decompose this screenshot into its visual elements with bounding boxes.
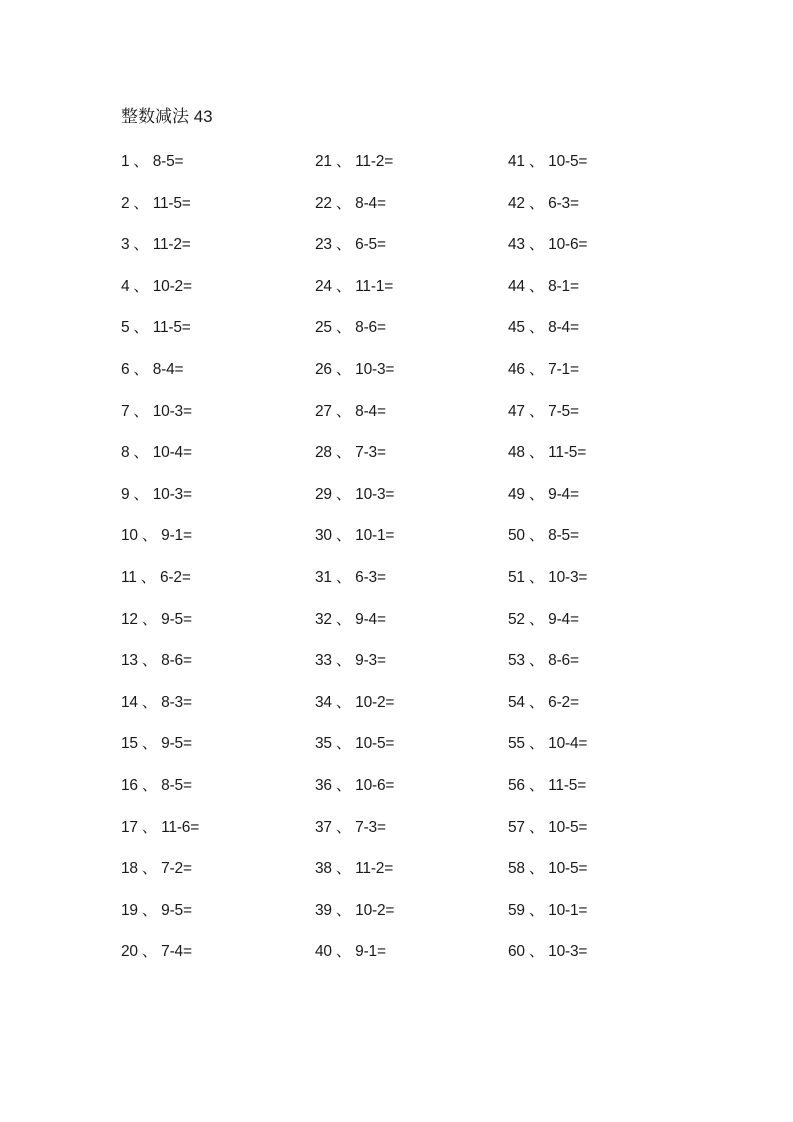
problem-number: 17 xyxy=(121,818,138,836)
problem-expression: 11-2= xyxy=(355,153,394,170)
problem-item xyxy=(315,651,386,671)
problem-item xyxy=(121,485,192,505)
problem-expression: 7-3= xyxy=(355,818,386,836)
problem-expression: 6-5= xyxy=(355,236,386,254)
problem-separator: 、 xyxy=(335,194,352,212)
problem-separator: 、 xyxy=(528,277,545,295)
problem-item xyxy=(315,443,386,463)
problem-expression: 11-5= xyxy=(548,777,587,794)
problem-expression: 8-4= xyxy=(152,361,184,378)
problem-expression: 6-2= xyxy=(548,693,579,711)
problem-separator: 、 xyxy=(335,901,352,919)
problem-separator: 、 xyxy=(141,901,158,919)
problem-item xyxy=(121,402,192,422)
problem-item xyxy=(508,568,587,588)
problem-item xyxy=(508,942,587,962)
problem-number: 55 xyxy=(508,735,525,753)
problem-item xyxy=(315,485,394,505)
problem-number: 56 xyxy=(508,777,525,794)
problem-item xyxy=(508,318,579,338)
problem-item xyxy=(315,402,386,422)
problem-separator: 、 xyxy=(335,236,352,254)
problem-item xyxy=(121,734,192,754)
problem-number: 52 xyxy=(508,610,525,628)
problem-expression: 8-5= xyxy=(152,153,184,170)
problem-separator: 、 xyxy=(335,818,352,836)
problem-separator: 、 xyxy=(133,194,149,212)
problem-number: 10 xyxy=(121,527,138,545)
problem-expression: 9-4= xyxy=(548,485,579,503)
problem-number: 14 xyxy=(121,693,138,711)
problem-separator: 、 xyxy=(335,485,352,503)
problem-separator: 、 xyxy=(528,527,545,545)
problem-item xyxy=(315,901,394,921)
problem-item xyxy=(508,610,579,630)
problem-item xyxy=(508,859,587,879)
problem-separator: 、 xyxy=(528,901,545,919)
problem-item xyxy=(315,152,393,172)
problem-separator: 、 xyxy=(528,652,545,670)
problem-item xyxy=(121,859,192,879)
problem-separator: 、 xyxy=(335,569,352,586)
problem-number: 2 xyxy=(121,194,130,212)
problem-separator: 、 xyxy=(133,485,149,503)
problem-expression: 9-5= xyxy=(161,901,192,919)
problem-number: 39 xyxy=(315,901,332,919)
problem-number: 12 xyxy=(121,610,138,628)
problem-expression: 10-3= xyxy=(152,485,192,503)
problem-number: 22 xyxy=(315,194,332,212)
problem-separator: 、 xyxy=(528,693,545,711)
problem-expression: 10-4= xyxy=(152,444,192,462)
problem-separator: 、 xyxy=(528,943,545,961)
problem-separator: 、 xyxy=(335,277,352,295)
problem-item xyxy=(508,693,579,713)
problem-expression: 9-5= xyxy=(161,735,192,753)
problem-separator: 、 xyxy=(528,485,545,503)
problem-expression: 10-1= xyxy=(548,901,588,919)
problem-item xyxy=(121,526,192,546)
problem-number: 8 xyxy=(121,444,130,462)
problem-separator: 、 xyxy=(141,527,158,545)
problem-separator: 、 xyxy=(335,652,352,670)
problem-number: 51 xyxy=(508,569,525,586)
problem-number: 49 xyxy=(508,485,525,503)
problem-number: 9 xyxy=(121,485,130,503)
problem-expression: 8-5= xyxy=(548,527,579,545)
problem-item xyxy=(315,194,386,214)
problem-expression: 10-3= xyxy=(548,943,588,961)
problem-separator: 、 xyxy=(141,735,158,753)
problem-number: 50 xyxy=(508,527,525,545)
problem-separator: 、 xyxy=(335,361,352,378)
problem-number: 30 xyxy=(315,527,332,545)
problem-item xyxy=(121,651,192,671)
problem-separator: 、 xyxy=(141,818,158,836)
problem-item xyxy=(121,152,183,172)
problem-expression: 10-4= xyxy=(548,735,588,753)
problem-item xyxy=(315,859,393,879)
problem-item xyxy=(508,818,587,838)
problem-number: 18 xyxy=(121,860,138,878)
problem-separator: 、 xyxy=(133,153,149,170)
problem-separator: 、 xyxy=(335,777,352,794)
problem-separator: 、 xyxy=(528,194,545,212)
problem-expression: 7-5= xyxy=(548,402,579,420)
problem-separator: 、 xyxy=(335,153,352,170)
problem-expression: 6-3= xyxy=(355,569,386,586)
page-title: 整数减法 43 xyxy=(121,107,213,126)
problem-number: 1 xyxy=(121,153,130,170)
problem-number: 16 xyxy=(121,777,138,794)
problem-expression: 11-5= xyxy=(548,444,587,462)
problem-expression: 11-5= xyxy=(152,194,191,212)
problem-expression: 10-3= xyxy=(152,402,192,420)
problem-item xyxy=(508,651,579,671)
problem-item xyxy=(121,901,192,921)
problem-number: 24 xyxy=(315,277,332,295)
problem-number: 7 xyxy=(121,402,130,420)
problem-item xyxy=(121,818,199,838)
problem-number: 19 xyxy=(121,901,138,919)
problem-expression: 10-3= xyxy=(548,569,588,586)
problem-item xyxy=(121,776,192,796)
problem-item xyxy=(508,194,579,214)
problem-item xyxy=(508,901,587,921)
problem-number: 34 xyxy=(315,693,332,711)
problem-expression: 11-1= xyxy=(355,277,394,295)
problem-expression: 9-4= xyxy=(548,610,579,628)
problem-number: 57 xyxy=(508,818,525,836)
problem-item xyxy=(121,318,191,338)
problem-number: 25 xyxy=(315,319,332,337)
problem-expression: 9-5= xyxy=(161,610,192,628)
problem-number: 11 xyxy=(121,569,137,586)
problem-expression: 6-2= xyxy=(160,569,191,586)
problem-item xyxy=(315,277,393,297)
problem-expression: 11-2= xyxy=(355,860,394,878)
problem-separator: 、 xyxy=(335,860,352,878)
problem-number: 38 xyxy=(315,860,332,878)
problem-expression: 9-4= xyxy=(355,610,386,628)
problem-expression: 8-6= xyxy=(355,319,386,337)
problem-number: 37 xyxy=(315,818,332,836)
problem-number: 54 xyxy=(508,693,525,711)
problem-separator: 、 xyxy=(528,777,545,794)
problem-expression: 7-2= xyxy=(161,860,192,878)
problem-expression: 10-3= xyxy=(355,485,395,503)
problem-separator: 、 xyxy=(141,943,158,961)
problem-separator: 、 xyxy=(133,361,149,378)
problem-number: 26 xyxy=(315,361,332,378)
problem-separator: 、 xyxy=(141,860,158,878)
problem-number: 45 xyxy=(508,319,525,337)
problem-item xyxy=(508,360,579,380)
problem-number: 42 xyxy=(508,194,525,212)
problem-item xyxy=(508,152,587,172)
problem-expression: 10-5= xyxy=(548,153,588,170)
problem-item xyxy=(121,194,191,214)
problem-item xyxy=(315,568,386,588)
problem-item xyxy=(508,485,579,505)
problem-item xyxy=(508,235,587,255)
problem-item xyxy=(508,526,579,546)
problem-item xyxy=(508,443,586,463)
problem-expression: 8-3= xyxy=(161,693,192,711)
problem-expression: 10-2= xyxy=(355,693,395,711)
problem-separator: 、 xyxy=(335,402,352,420)
problem-item xyxy=(121,235,191,255)
problem-separator: 、 xyxy=(133,319,149,337)
problem-expression: 11-6= xyxy=(161,818,200,836)
problem-item xyxy=(315,318,386,338)
problem-expression: 8-1= xyxy=(548,277,579,295)
problem-number: 31 xyxy=(315,569,332,586)
problem-separator: 、 xyxy=(141,652,158,670)
problem-number: 28 xyxy=(315,444,332,462)
problem-item xyxy=(121,568,191,588)
problem-separator: 、 xyxy=(528,236,545,254)
problem-item xyxy=(121,443,192,463)
problem-number: 21 xyxy=(315,153,332,170)
problem-expression: 11-2= xyxy=(152,236,191,254)
problem-separator: 、 xyxy=(133,236,149,254)
problem-number: 33 xyxy=(315,652,332,670)
problem-number: 41 xyxy=(508,153,525,170)
problem-expression: 7-3= xyxy=(355,444,386,462)
problem-item xyxy=(315,235,386,255)
problem-item xyxy=(315,776,394,796)
problem-item xyxy=(121,693,192,713)
problem-item xyxy=(121,942,192,962)
problem-separator: 、 xyxy=(528,610,545,628)
problem-separator: 、 xyxy=(528,361,545,378)
problem-item xyxy=(315,693,394,713)
problem-separator: 、 xyxy=(528,569,545,586)
problem-separator: 、 xyxy=(141,693,158,711)
problem-item xyxy=(508,277,579,297)
problem-expression: 8-5= xyxy=(161,777,192,794)
problem-expression: 10-5= xyxy=(548,818,588,836)
problem-expression: 10-6= xyxy=(355,777,395,794)
problem-separator: 、 xyxy=(335,693,352,711)
problem-separator: 、 xyxy=(528,153,545,170)
problem-number: 20 xyxy=(121,943,138,961)
problem-expression: 10-3= xyxy=(355,361,395,378)
problem-number: 13 xyxy=(121,652,138,670)
problem-separator: 、 xyxy=(133,402,149,420)
problem-item xyxy=(121,360,183,380)
problem-separator: 、 xyxy=(335,943,352,961)
problem-item xyxy=(315,734,394,754)
problem-number: 59 xyxy=(508,901,525,919)
problem-expression: 10-2= xyxy=(152,277,192,295)
problem-expression: 8-4= xyxy=(355,402,386,420)
problem-separator: 、 xyxy=(133,277,149,295)
problem-separator: 、 xyxy=(335,319,352,337)
problem-number: 35 xyxy=(315,735,332,753)
problem-separator: 、 xyxy=(335,527,352,545)
problem-number: 15 xyxy=(121,735,138,753)
problem-separator: 、 xyxy=(335,444,352,462)
problem-expression: 6-3= xyxy=(548,194,579,212)
problem-item xyxy=(508,734,587,754)
problem-expression: 10-6= xyxy=(548,236,588,254)
problem-item xyxy=(121,277,192,297)
problem-expression: 9-3= xyxy=(355,652,386,670)
problem-separator: 、 xyxy=(141,777,158,794)
problem-separator: 、 xyxy=(133,444,149,462)
problem-number: 43 xyxy=(508,236,525,254)
problem-number: 60 xyxy=(508,943,525,961)
problem-number: 44 xyxy=(508,277,525,295)
problem-number: 27 xyxy=(315,402,332,420)
problem-expression: 7-1= xyxy=(548,361,579,378)
problem-number: 53 xyxy=(508,652,525,670)
problem-number: 29 xyxy=(315,485,332,503)
problem-separator: 、 xyxy=(528,735,545,753)
problem-number: 32 xyxy=(315,610,332,628)
problem-item xyxy=(315,360,394,380)
problem-number: 23 xyxy=(315,236,332,254)
problem-number: 4 xyxy=(121,277,130,295)
problem-separator: 、 xyxy=(528,319,545,337)
problem-expression: 9-1= xyxy=(355,943,386,961)
problem-expression: 10-5= xyxy=(548,860,588,878)
problem-expression: 10-5= xyxy=(355,735,395,753)
problem-separator: 、 xyxy=(335,610,352,628)
problem-separator: 、 xyxy=(528,818,545,836)
problem-number: 40 xyxy=(315,943,332,961)
problem-expression: 10-2= xyxy=(355,901,395,919)
problem-number: 58 xyxy=(508,860,525,878)
problem-item xyxy=(315,610,386,630)
problem-expression: 8-6= xyxy=(548,652,579,670)
problem-number: 5 xyxy=(121,319,130,337)
problem-separator: 、 xyxy=(528,402,545,420)
problem-expression: 10-1= xyxy=(355,527,395,545)
problem-item xyxy=(315,526,394,546)
problem-number: 3 xyxy=(121,236,130,254)
problem-separator: 、 xyxy=(528,860,545,878)
problem-number: 46 xyxy=(508,361,525,378)
problem-separator: 、 xyxy=(140,569,157,586)
problem-number: 48 xyxy=(508,444,525,462)
problem-separator: 、 xyxy=(141,610,158,628)
problem-item xyxy=(315,818,386,838)
problem-expression: 11-5= xyxy=(152,319,191,337)
problem-number: 47 xyxy=(508,402,525,420)
problem-separator: 、 xyxy=(335,735,352,753)
problem-item xyxy=(508,776,586,796)
problem-number: 36 xyxy=(315,777,332,794)
problem-expression: 8-4= xyxy=(548,319,579,337)
problem-separator: 、 xyxy=(528,444,545,462)
problem-expression: 8-4= xyxy=(355,194,386,212)
problem-item xyxy=(508,402,579,422)
problem-item xyxy=(315,942,386,962)
problem-expression: 7-4= xyxy=(161,943,192,961)
problem-expression: 9-1= xyxy=(161,527,192,545)
problem-number: 6 xyxy=(121,361,130,378)
problem-item xyxy=(121,610,192,630)
problem-expression: 8-6= xyxy=(161,652,192,670)
